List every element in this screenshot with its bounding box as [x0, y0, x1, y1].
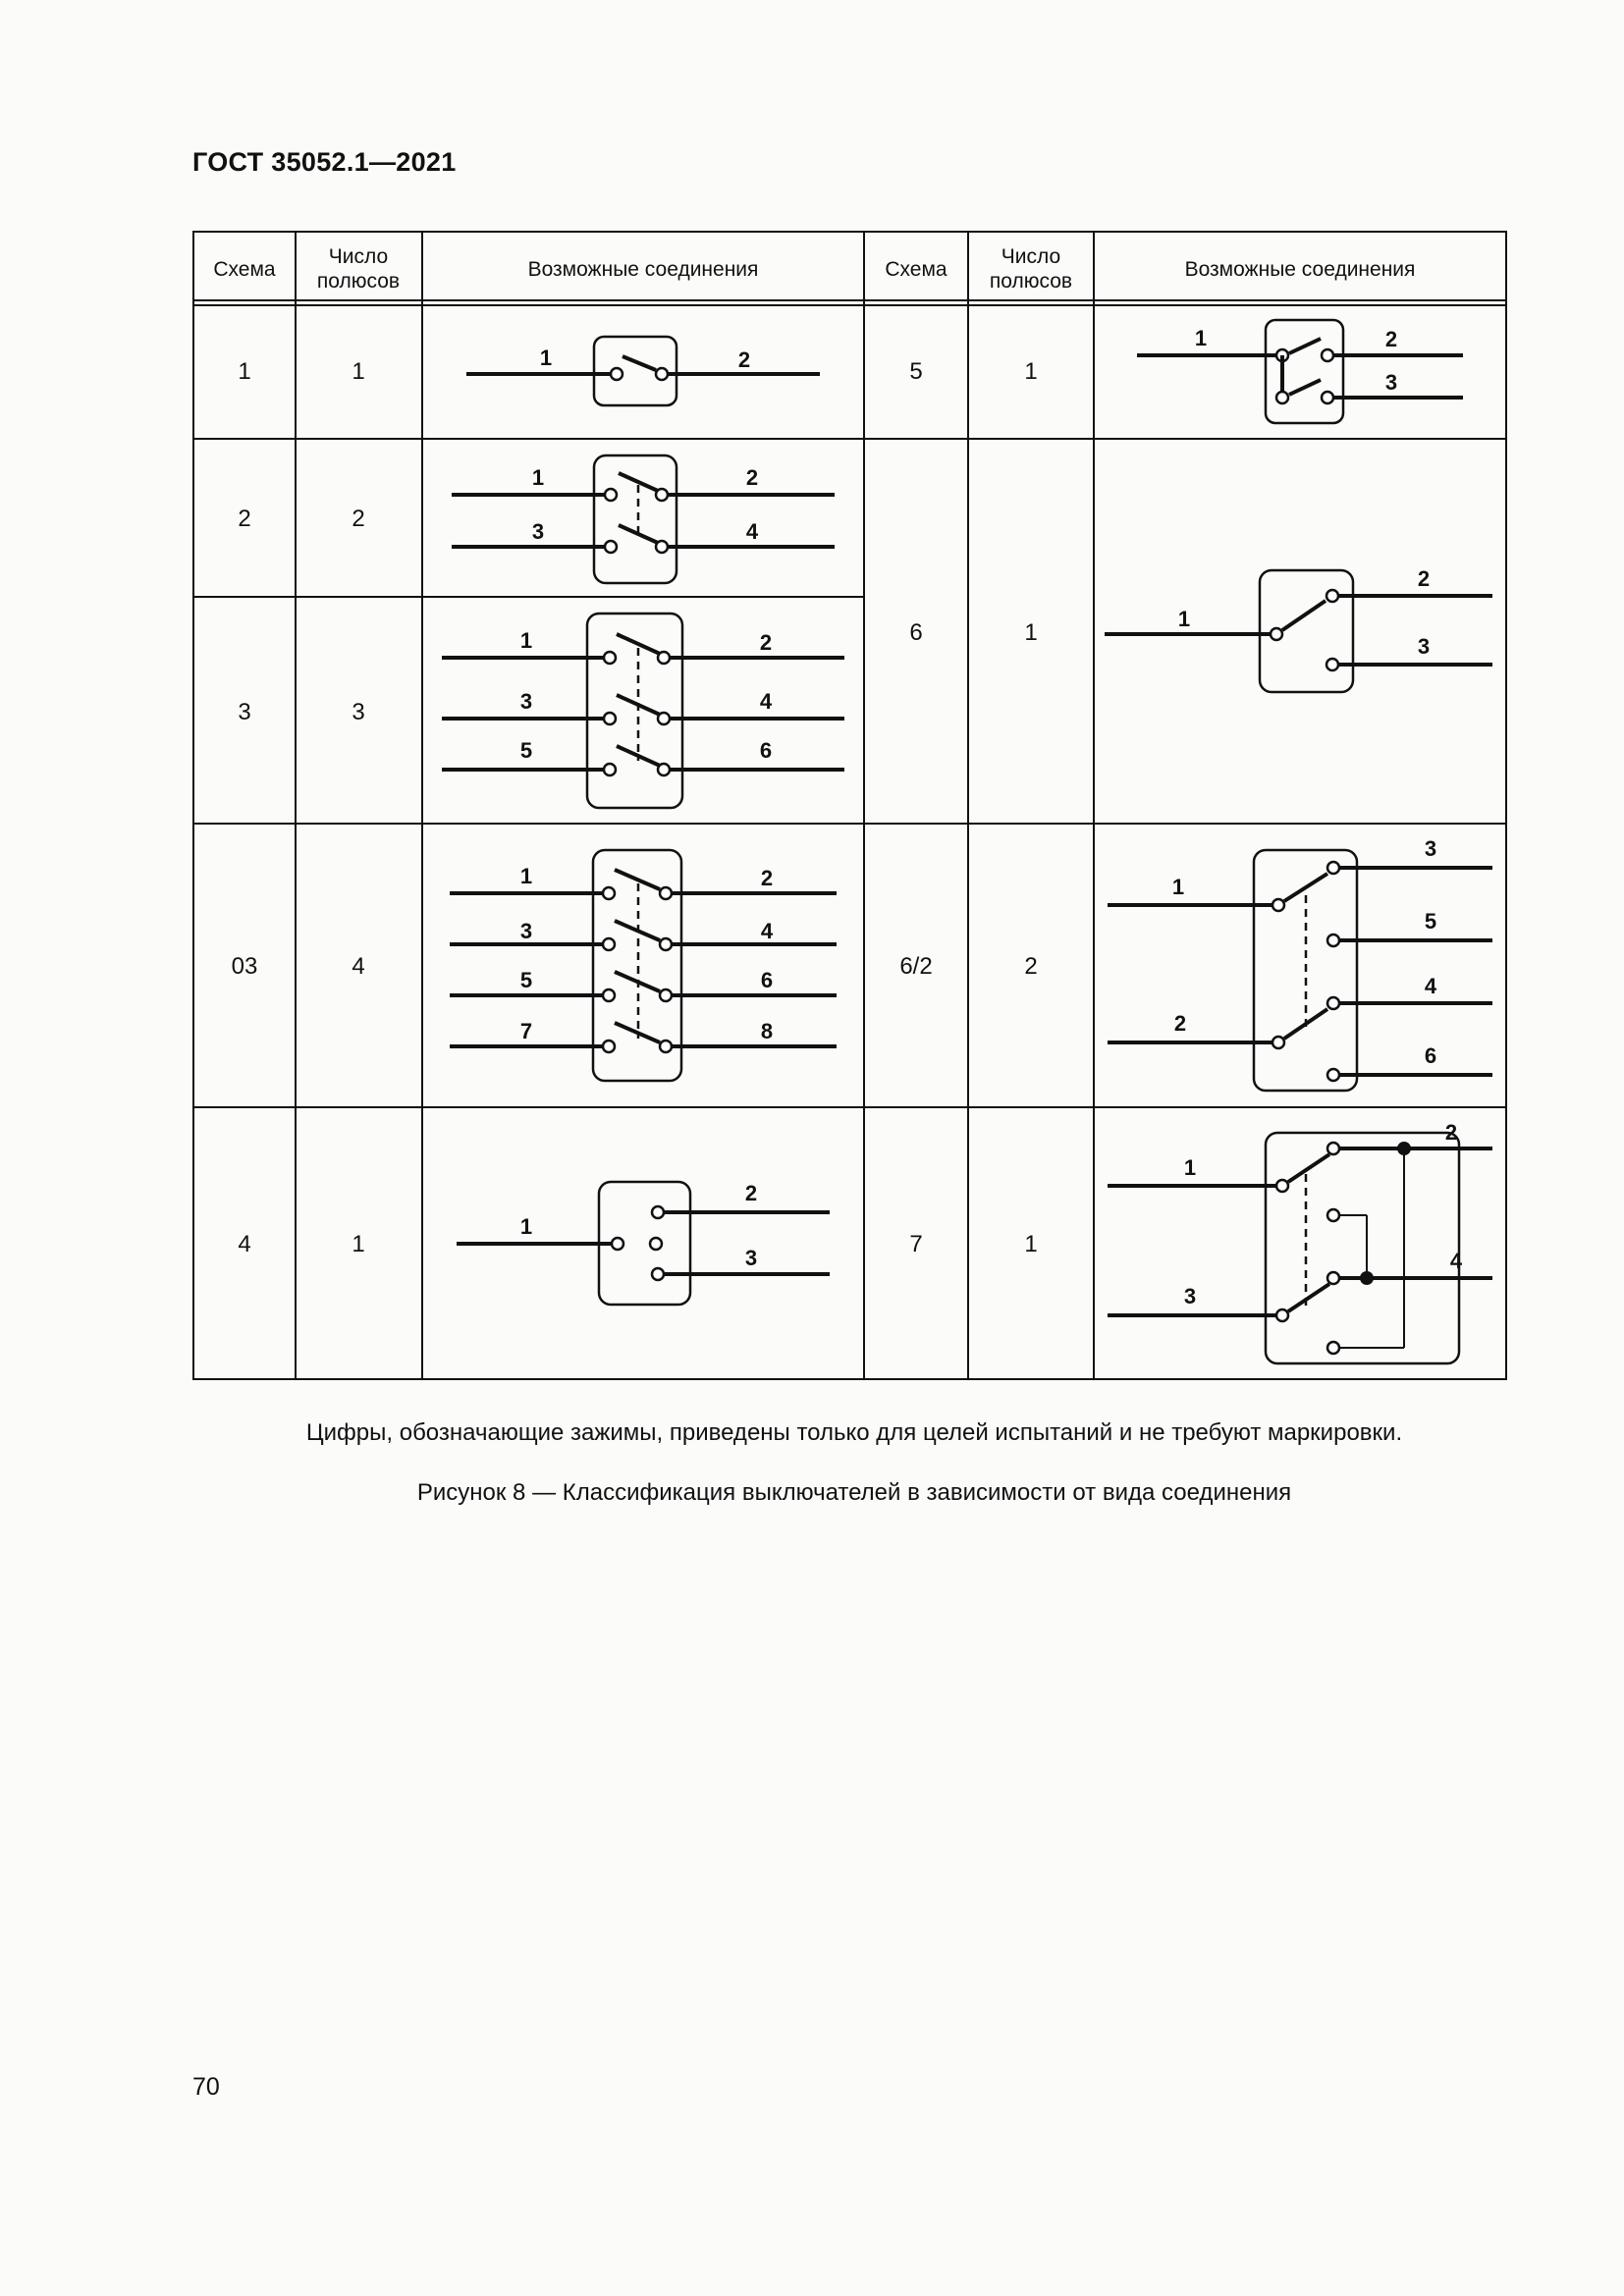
terminal-label: 1	[519, 628, 533, 653]
left-cells	[232, 358, 365, 1257]
terminal-label: 1	[519, 1214, 533, 1239]
switch-diagram-scheme-6-2	[1108, 836, 1492, 1091]
terminal-label: 2	[737, 347, 751, 372]
switch-diagram-scheme-3	[442, 614, 844, 808]
header-poles-right-line2: полюсов	[989, 270, 1073, 293]
table-header	[213, 245, 1415, 293]
switch-diagram-scheme-4	[457, 1181, 830, 1305]
switch-diagram-scheme-5	[1137, 320, 1463, 423]
terminal-label: 1	[1177, 607, 1191, 631]
header-poles-line2: полюсов	[316, 270, 401, 293]
terminal-label: 1	[539, 346, 553, 370]
terminal-label: 4	[760, 919, 774, 943]
scheme-cell: 4	[238, 1231, 251, 1257]
poles-cell: 1	[1024, 358, 1038, 385]
header-poles-right-line1: Число	[1001, 245, 1061, 268]
terminal-label: 2	[759, 630, 773, 655]
terminal-label: 5	[519, 738, 533, 763]
terminal-label: 4	[745, 519, 759, 544]
poles-cell: 1	[352, 1231, 365, 1257]
terminal-label: 5	[519, 968, 533, 992]
terminal-label: 2	[1444, 1120, 1458, 1145]
scheme-cell: 6	[909, 619, 923, 646]
terminal-label: 1	[1194, 326, 1208, 350]
poles-cell: 3	[352, 699, 365, 725]
switch-diagram-scheme-6	[1105, 566, 1492, 692]
terminal-label: 2	[745, 465, 759, 490]
scheme-cell: 5	[909, 358, 923, 385]
terminal-label: 4	[1424, 974, 1437, 998]
terminal-label: 3	[531, 519, 545, 544]
terminal-label: 1	[531, 465, 545, 490]
poles-cell: 2	[352, 506, 365, 532]
scheme-cell: 03	[231, 953, 258, 980]
figure-caption: Рисунок 8 — Классификация выключателей в зависимости от вида соединения	[416, 1479, 1292, 1506]
page-number: 70	[192, 2073, 220, 2101]
header-connections: Возможные соединения	[527, 258, 759, 281]
header-connections-right: Возможные соединения	[1184, 258, 1416, 281]
terminal-label: 3	[744, 1246, 758, 1270]
terminal-label: 2	[744, 1181, 758, 1205]
terminal-label: 6	[760, 968, 774, 992]
poles-cell: 1	[1024, 1231, 1038, 1257]
scheme-cell: 3	[238, 699, 251, 725]
terminal-label: 3	[519, 689, 533, 714]
terminal-label: 3	[1417, 634, 1431, 659]
terminal-label: 3	[1384, 370, 1398, 395]
terminal-label: 2	[1384, 327, 1398, 351]
terminal-label: 1	[519, 864, 533, 888]
scheme-cell: 7	[909, 1231, 923, 1257]
terminal-label: 6	[759, 738, 773, 763]
terminal-label: 1	[1171, 875, 1185, 899]
scheme-cell: 2	[238, 506, 251, 532]
terminal-label: 7	[519, 1019, 533, 1043]
switch-diagram-scheme-2	[452, 455, 835, 583]
poles-cell: 2	[1024, 953, 1038, 980]
terminal-label: 2	[1173, 1011, 1187, 1036]
table-grid	[193, 232, 1506, 1379]
switch-diagram-scheme-1	[466, 337, 820, 405]
terminal-label: 3	[519, 919, 533, 943]
document-code: ГОСТ 35052.1—2021	[192, 147, 457, 177]
scheme-cell: 1	[238, 358, 251, 385]
poles-cell: 1	[1024, 619, 1038, 646]
header-scheme: Схема	[213, 258, 276, 281]
terminal-label: 2	[760, 866, 774, 890]
terminal-label: 4	[1449, 1249, 1463, 1273]
terminal-label: 3	[1183, 1284, 1197, 1308]
terminal-label: 4	[759, 689, 773, 714]
terminal-label: 6	[1424, 1043, 1437, 1068]
header-scheme-right: Схема	[885, 258, 947, 281]
header-poles-line1: Число	[328, 245, 389, 268]
figure-note: Цифры, обозначающие зажимы, приведены только для целей испытаний и не требуют маркировки.	[305, 1419, 1403, 1446]
terminal-label: 2	[1417, 566, 1431, 591]
terminal-label: 1	[1183, 1155, 1197, 1180]
poles-cell: 1	[352, 358, 365, 385]
poles-cell: 4	[352, 953, 365, 980]
scheme-cell: 6/2	[899, 953, 933, 980]
terminal-label: 5	[1424, 909, 1437, 934]
switch-diagram-scheme-7	[1108, 1120, 1492, 1363]
terminal-label: 3	[1424, 836, 1437, 861]
terminal-label: 8	[760, 1019, 774, 1043]
switch-diagram-scheme-03	[450, 850, 837, 1081]
